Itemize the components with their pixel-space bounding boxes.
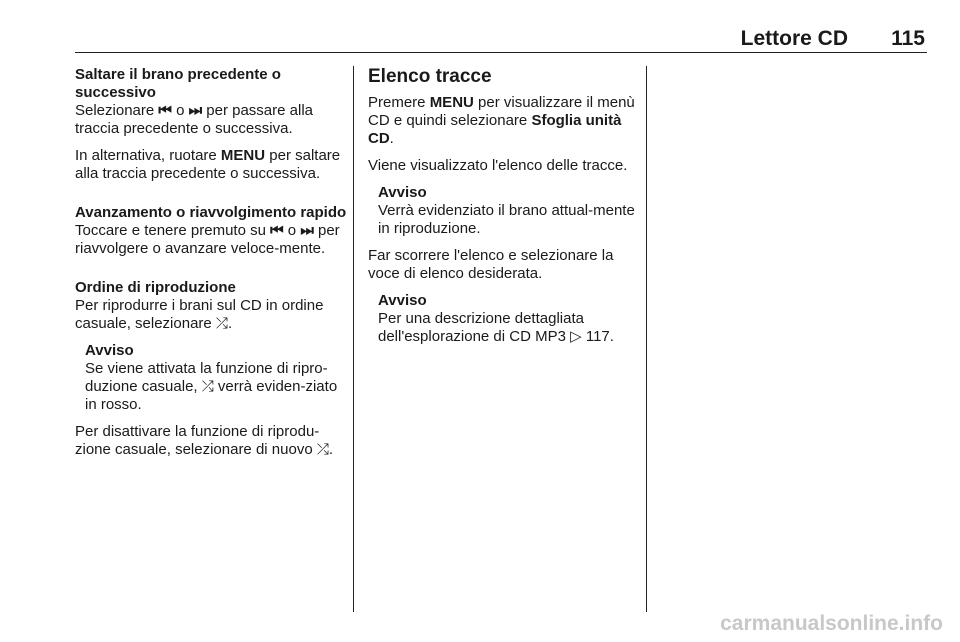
section-heading-order: Ordine di riproduzione	[75, 279, 236, 296]
paragraph-track-list-3: Far scorrere l'elenco e selezionare la voce di elenco desiderata.	[368, 247, 614, 282]
menu-keyword: MENU	[220, 147, 266, 164]
skip-back-icon: ⏮	[270, 222, 284, 239]
paragraph-track-list-1: Premere MENU per visualizzare il menù CD e quindi selezionare Sfoglia unità CD.	[368, 94, 635, 147]
watermark: carmanualsonline.info	[720, 612, 943, 635]
note-title: Avviso	[378, 184, 427, 201]
left-column	[75, 66, 347, 468]
shuffle-icon: ⤮	[215, 315, 228, 332]
column-divider-right	[646, 66, 647, 612]
paragraph-skip-2: In alternativa, ruotare MENU per saltare alla traccia precedente o successiva.	[75, 147, 341, 182]
note-shuffle	[85, 342, 347, 414]
skip-back-icon: ⏮	[158, 102, 172, 119]
note-text: Verrà evidenziato il brano attual-mente in riproduzione.	[378, 202, 635, 237]
paragraph-disable-shuffle: Per disattivare la funzione di riprodu-zione casuale, selezionare di nuovo ⤮.	[75, 423, 334, 458]
note-text: Se viene attivata la funzione di ripro-duzione casuale, ⤮ verrà eviden-ziato in rosso.	[85, 360, 338, 413]
section-heading-skip: Saltare il brano precedente o successivo	[75, 66, 281, 101]
menu-keyword: MENU	[429, 94, 474, 111]
page-header-title: Lettore CD	[740, 27, 848, 50]
page-number: 115	[891, 27, 925, 50]
shuffle-icon: ⤮	[201, 378, 214, 395]
paragraph-order: Per riprodurre i brani sul CD in ordine casuale, selezionare ⤮.	[75, 297, 324, 332]
section-heading-fast: Avanzamento o riavvolgimento rapido	[75, 204, 347, 221]
header-divider	[75, 52, 927, 53]
skip-forward-icon: ⏭	[300, 222, 314, 239]
skip-forward-icon: ⏭	[188, 102, 203, 119]
note-mp3	[378, 292, 636, 346]
shuffle-icon: ⤮	[316, 441, 329, 458]
paragraph-skip-1: Selezionare ⏮ o ⏭ per passare alla traccia precedente o successiva.	[75, 102, 314, 137]
browse-keyword: Sfoglia unità CD	[368, 112, 622, 147]
paragraph-fast: Toccare e tenere premuto su ⏮ o ⏭ per riavvolgere o avanzare veloce-mente.	[75, 222, 340, 257]
paragraph-track-list-2: Viene visualizzato l'elenco delle tracce.	[368, 157, 628, 174]
note-highlight	[378, 184, 636, 238]
right-column	[368, 66, 636, 355]
note-title: Avviso	[85, 342, 134, 359]
note-title: Avviso	[378, 292, 427, 309]
column-divider-left	[353, 66, 354, 612]
section-title-track-list: Elenco tracce	[368, 66, 492, 87]
note-text: Per una descrizione dettagliata dell'esplorazione di CD MP3 ▷ 117.	[378, 310, 614, 345]
page-reference-icon: ▷	[570, 328, 582, 345]
